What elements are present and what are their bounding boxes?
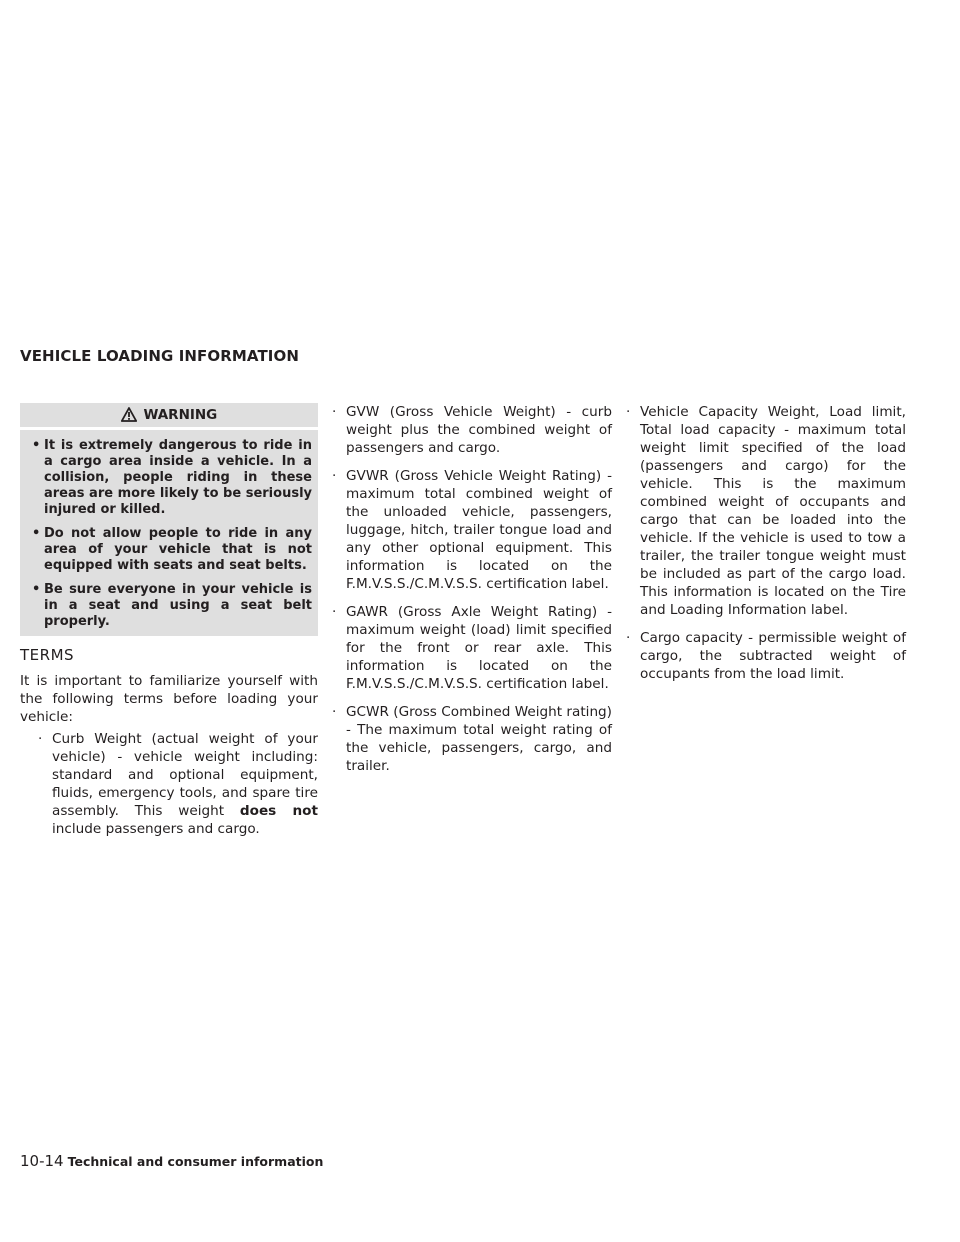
bullet-mark: • <box>32 526 41 541</box>
warning-triangle-icon <box>121 407 137 422</box>
terms-list-1 <box>20 730 318 838</box>
warning-box <box>20 403 318 636</box>
list-item: · GVW (Gross Vehicle Weight) - curb weight plus the combined weight of passengers and cargo. <box>332 404 612 456</box>
list-item: · Cargo capacity - permissible weight of cargo, the subtracted weight of occupants from the load limit. <box>626 630 906 682</box>
bullet-mark: · <box>626 630 631 646</box>
list-item: · GAWR (Gross Axle Weight Rating) - maximum weight (load) limit specified for the front or rear axle. This information is located on the F.M.V.S.S./C.M.V.S.S. certification label. <box>332 604 612 692</box>
bullet-mark: • <box>32 582 41 597</box>
warning-list <box>20 430 318 630</box>
terms-intro: It is important to familiarize yourself with the following terms before loading your vehicle: <box>20 673 318 725</box>
column-2 <box>332 403 612 785</box>
list-item: · Vehicle Capacity Weight, Load limit, Total load capacity - maximum total weight limit specified of the load (passengers and cargo) for the vehicle. This is the maximum combined weight of occupants and cargo that can be loaded into the vehicle. If the vehicle is used to tow a trailer, the trailer tongue weight must be included as part of the cargo load. This information is located on the Tire and Loading Information label. <box>626 404 906 618</box>
list-item: · GCWR (Gross Combined Weight rating) - The maximum total weight rating of the vehicle, passengers, cargo, and trailer. <box>332 704 612 774</box>
bullet-mark: · <box>332 404 337 420</box>
warning-item: • Do not allow people to ride in any area of your vehicle that is not equipped with seats and seat belts. <box>32 526 312 573</box>
chapter-title: Technical and consumer information <box>67 1154 324 1169</box>
warning-header <box>20 403 318 430</box>
warning-item: • Be sure everyone in your vehicle is in a seat and using a seat belt properly. <box>32 582 312 629</box>
bullet-mark: · <box>38 731 43 747</box>
bullet-mark: • <box>32 438 41 453</box>
column-3 <box>626 403 906 693</box>
terms-list-3 <box>626 403 906 683</box>
terms-list-2 <box>332 403 612 775</box>
list-item: · Curb Weight (actual weight of your vehicle) - vehicle weight including: standard and optional equipment, fluids, emergency tools, and spare tire assembly. This weight does not include passengers and cargo. <box>38 731 318 837</box>
bullet-mark: · <box>332 604 337 620</box>
list-item: · GVWR (Gross Vehicle Weight Rating) - maximum total combined weight of the unloaded vehicle, passengers, luggage, hitch, trailer tongue load and any other optional equipment. This information is located on the F.M.V.S.S./C.M.V.S.S. certification label. <box>332 468 612 592</box>
column-1 <box>20 403 318 848</box>
terms-heading: TERMS <box>20 646 75 664</box>
bullet-mark: · <box>626 404 631 420</box>
warning-title: WARNING <box>143 407 218 423</box>
bullet-mark: · <box>332 704 337 720</box>
warning-item: • It is extremely dangerous to ride in a cargo area inside a vehicle. In a collision, people riding in these areas are more likely to be seriously injured or killed. <box>32 438 312 517</box>
page-footer <box>20 1152 323 1170</box>
page-number: 10-14 <box>20 1152 64 1170</box>
bullet-mark: · <box>332 468 337 484</box>
section-title: VEHICLE LOADING INFORMATION <box>20 347 299 365</box>
